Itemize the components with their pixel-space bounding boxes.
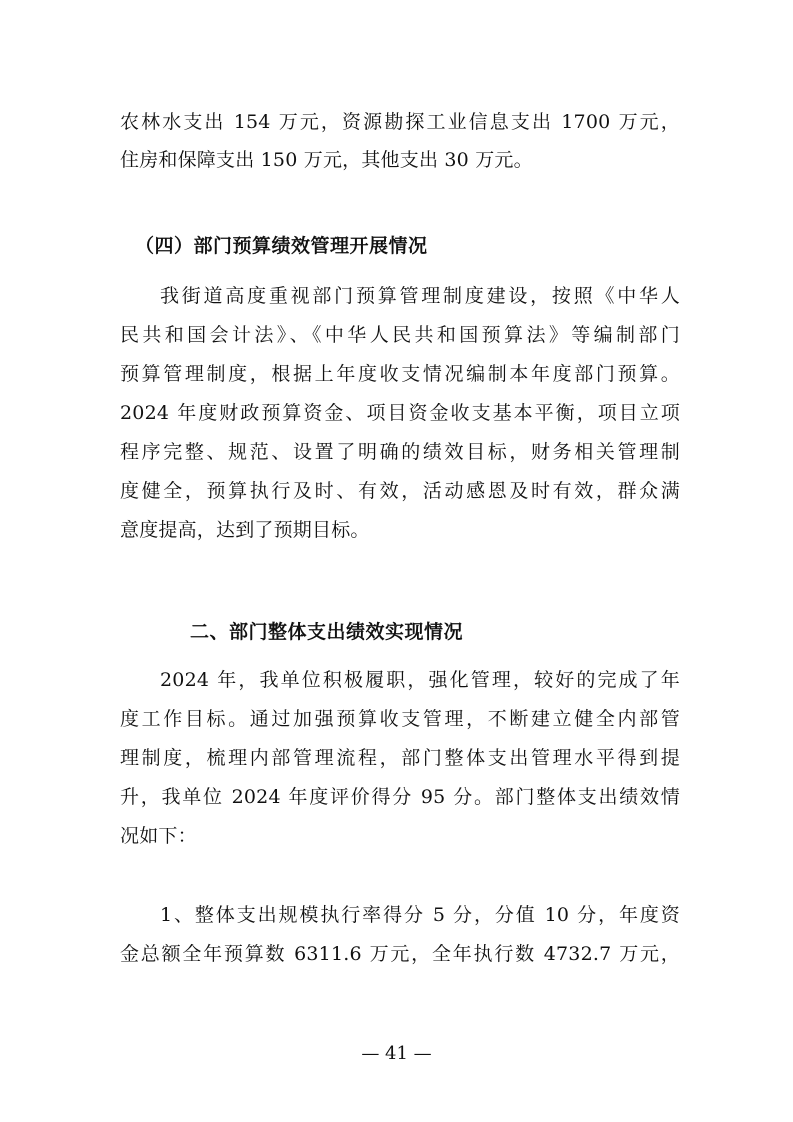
body-text-line: 民共和国会计法》、《中华人民共和国预算法》等编制部门	[120, 324, 680, 346]
body-text-line: 2024 年度财政预算资金、项目资金收支基本平衡，项目立项	[120, 402, 680, 424]
section-heading: 二、部门整体支出绩效实现情况	[190, 621, 464, 643]
page-number: — 41 —	[361, 1043, 432, 1064]
body-text-line: 住房和保障支出 150 万元，其他支出 30 万元。	[120, 149, 533, 171]
body-text-line: 金总额全年预算数 6311.6 万元，全年执行数 4732.7 万元，	[120, 943, 680, 965]
body-text-line: 农林水支出 154 万元，资源勘探工业信息支出 1700 万元，	[120, 111, 680, 133]
body-text-line: 况如下：	[120, 825, 197, 847]
body-text-line: 意度提高，达到了预期目标。	[120, 519, 370, 541]
body-text-line: 度工作目标。通过加强预算收支管理，不断建立健全内部管	[120, 708, 680, 730]
body-text-line: 我街道高度重视部门预算管理制度建设，按照《中华人	[160, 285, 680, 307]
body-text-line: 升，我单位 2024 年度评价得分 95 分。部门整体支出绩效情	[120, 786, 680, 808]
body-text-line: 2024 年，我单位积极履职，强化管理，较好的完成了年	[160, 669, 680, 691]
section-heading: （四）部门预算绩效管理开展情况	[135, 235, 428, 257]
body-text-line: 理制度，梳理内部管理流程，部门整体支出管理水平得到提	[120, 747, 680, 769]
body-text-line: 预算管理制度，根据上年度收支情况编制本年度部门预算。	[120, 363, 680, 385]
body-text-line: 1、整体支出规模执行率得分 5 分，分值 10 分，年度资	[160, 904, 680, 926]
body-text-line: 程序完整、规范、设置了明确的绩效目标，财务相关管理制	[120, 441, 680, 463]
body-text-line: 度健全，预算执行及时、有效，活动感恩及时有效，群众满	[120, 480, 680, 502]
